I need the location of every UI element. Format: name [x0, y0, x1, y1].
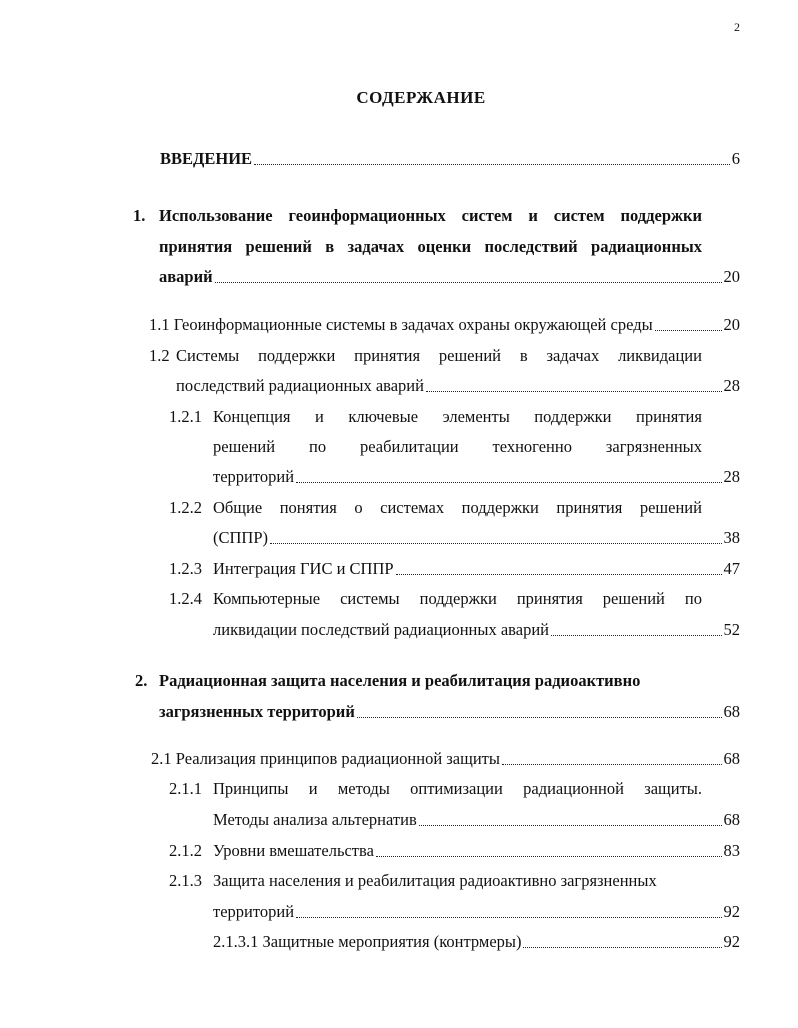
toc-entry-line — [213, 901, 740, 923]
dot-leader — [254, 164, 730, 165]
toc-word: защиты. — [644, 779, 702, 798]
toc-word: поддержки — [461, 498, 539, 517]
toc-entry-line — [213, 527, 740, 549]
toc-entry-text: Защита населения и реабилитация радиоактивно загрязненных — [213, 871, 657, 890]
toc-word: в — [519, 346, 528, 365]
toc-chapter-number: 2. — [135, 671, 148, 690]
toc-page-number: 20 — [723, 267, 740, 286]
toc-page-number: 83 — [723, 841, 740, 860]
toc-entry-text: последствий радиационных аварий — [176, 376, 424, 395]
toc-word: решений — [602, 589, 665, 608]
dot-leader — [396, 574, 722, 575]
toc-word: систем — [553, 206, 605, 225]
toc-word: методы — [337, 779, 390, 798]
toc-entry-line — [213, 619, 740, 641]
toc-word: поддержки — [258, 346, 336, 365]
toc-entry-text: Защитные мероприятия (контрмеры) — [262, 932, 522, 951]
toc-entry-1-2-3 — [213, 558, 740, 580]
toc-entry-text: Радиационная защита населения и реабилитация радиоактивно — [159, 671, 641, 690]
dot-leader — [426, 391, 722, 392]
toc-entry-text: (СППР) — [213, 528, 269, 547]
toc-entry-2-1 — [151, 748, 740, 770]
toc-entry-line — [213, 588, 702, 610]
toc-page-number: 28 — [723, 467, 740, 486]
toc-word: решений — [639, 498, 702, 517]
toc-section-number: 2.1.3.1 — [213, 932, 259, 951]
toc-word: ликвидации — [618, 346, 702, 365]
toc-section-number: 2.1.1 — [169, 779, 202, 798]
toc-page-number: 52 — [723, 620, 740, 639]
toc-page-number: 92 — [723, 932, 740, 951]
toc-page-number: 28 — [723, 376, 740, 395]
page-title: СОДЕРЖАНИЕ — [356, 88, 486, 107]
toc-word: принятия — [556, 498, 623, 517]
toc-page-number: 6 — [731, 149, 740, 168]
toc-word: реабилитации — [360, 437, 459, 456]
toc-entry-text: загрязненных территорий — [159, 702, 355, 721]
toc-entry-line — [213, 497, 702, 519]
toc-word: по — [309, 437, 327, 456]
toc-word: поддержки — [620, 206, 702, 225]
toc-entry-2-1-2 — [213, 840, 740, 862]
toc-entry-2-1-3-1 — [213, 931, 740, 953]
toc-word: Использование — [159, 206, 273, 225]
toc-chapter-line — [159, 670, 702, 692]
toc-word: решений — [213, 437, 276, 456]
dot-leader — [357, 717, 722, 718]
toc-word: радиационной — [523, 779, 624, 798]
toc-section-number: 1.2.1 — [169, 407, 202, 426]
toc-entry-text: ВВЕДЕНИЕ — [160, 149, 253, 168]
dot-leader — [270, 543, 721, 544]
toc-section-number: 1.2.2 — [169, 498, 202, 517]
toc-entry-1-1 — [149, 314, 740, 336]
toc-page-number: 68 — [723, 702, 740, 721]
toc-word: Принципы — [213, 779, 289, 798]
toc-entry-text: территорий — [213, 902, 295, 921]
toc-entry-line — [213, 406, 702, 428]
dot-leader — [655, 330, 722, 331]
toc-page-number: 68 — [723, 749, 740, 768]
toc-section-number: 1.1 — [149, 315, 170, 334]
toc-word: понятия — [279, 498, 337, 517]
dot-leader — [296, 482, 721, 483]
toc-section-number: 2.1.2 — [169, 841, 202, 860]
dot-leader — [551, 635, 722, 636]
toc-entry-text: Уровни вмешательства — [213, 841, 374, 860]
toc-entry-line — [213, 778, 702, 800]
toc-entry-line — [213, 466, 740, 488]
toc-word: Системы — [176, 346, 240, 365]
toc-entry-line — [176, 375, 740, 397]
toc-entry-text: Методы анализа альтернатив — [213, 810, 417, 829]
toc-section-number: 2.1.3 — [169, 871, 202, 890]
toc-word: Концепция — [213, 407, 291, 426]
toc-entry-text: Интеграция ГИС и СППР — [213, 559, 394, 578]
toc-word: по — [684, 589, 702, 608]
dot-leader — [523, 947, 721, 948]
dot-leader — [376, 856, 722, 857]
toc-word: о — [354, 498, 363, 517]
toc-entry-text: ликвидации последствий радиационных аварий — [213, 620, 549, 639]
toc-word: и — [314, 407, 324, 426]
toc-word: принятия — [354, 346, 421, 365]
dot-leader — [296, 917, 721, 918]
toc-word: геоинформационных — [288, 206, 446, 225]
toc-entry-line — [176, 345, 702, 367]
toc-word: решений — [438, 346, 501, 365]
toc-word: принятия — [159, 237, 233, 256]
toc-entry-text: аварий — [159, 267, 213, 286]
dot-leader — [419, 825, 722, 826]
toc-word: ключевые — [348, 407, 419, 426]
toc-entry-text: Геоинформационные системы в задачах охраны окружающей среды — [173, 315, 653, 334]
toc-section-number: 1.2 — [149, 346, 170, 365]
toc-chapter-line — [159, 236, 702, 258]
toc-word: оптимизации — [410, 779, 503, 798]
toc-word: последствий — [484, 237, 578, 256]
toc-entry-line — [213, 870, 740, 892]
toc-section-number: 1.2.4 — [169, 589, 202, 608]
dot-leader — [502, 764, 722, 765]
toc-word: элементы — [442, 407, 510, 426]
toc-page-number: 38 — [723, 528, 740, 547]
toc-page-number: 68 — [723, 810, 740, 829]
toc-word: задачах — [347, 237, 405, 256]
toc-entry-text: Реализация принципов радиационной защиты — [175, 749, 500, 768]
toc-entry-line — [213, 809, 740, 831]
toc-entry-introduction — [160, 148, 740, 170]
toc-section-number: 2.1 — [151, 749, 172, 768]
toc-chapter-line — [159, 205, 702, 227]
toc-word: системы — [340, 589, 400, 608]
toc-word: принятия — [516, 589, 583, 608]
toc-section-number: 1.2.3 — [169, 559, 202, 578]
toc-word: задачах — [546, 346, 600, 365]
toc-page-number: 47 — [723, 559, 740, 578]
toc-chapter-line — [159, 701, 740, 723]
toc-chapter-line — [159, 266, 740, 288]
toc-chapter-number: 1. — [133, 206, 146, 225]
toc-word: радиационных — [591, 237, 702, 256]
toc-word: систем — [461, 206, 513, 225]
toc-word: и — [528, 206, 538, 225]
toc-word: поддержки — [534, 407, 612, 426]
toc-word: оценки — [417, 237, 472, 256]
toc-page-number: 20 — [723, 315, 740, 334]
dot-leader — [215, 282, 722, 283]
toc-word: в — [325, 237, 335, 256]
toc-entry-text: территорий — [213, 467, 295, 486]
toc-word: техногенно — [492, 437, 572, 456]
page-number: 2 — [734, 20, 740, 34]
toc-word: Компьютерные — [213, 589, 321, 608]
toc-word: Общие — [213, 498, 263, 517]
toc-word: принятия — [636, 407, 702, 426]
toc-word: загрязненных — [605, 437, 702, 456]
toc-word: и — [308, 779, 318, 798]
toc-word: системах — [380, 498, 445, 517]
toc-page-number: 92 — [723, 902, 740, 921]
toc-entry-line — [213, 436, 702, 458]
toc-word: поддержки — [419, 589, 497, 608]
toc-word: решений — [245, 237, 312, 256]
